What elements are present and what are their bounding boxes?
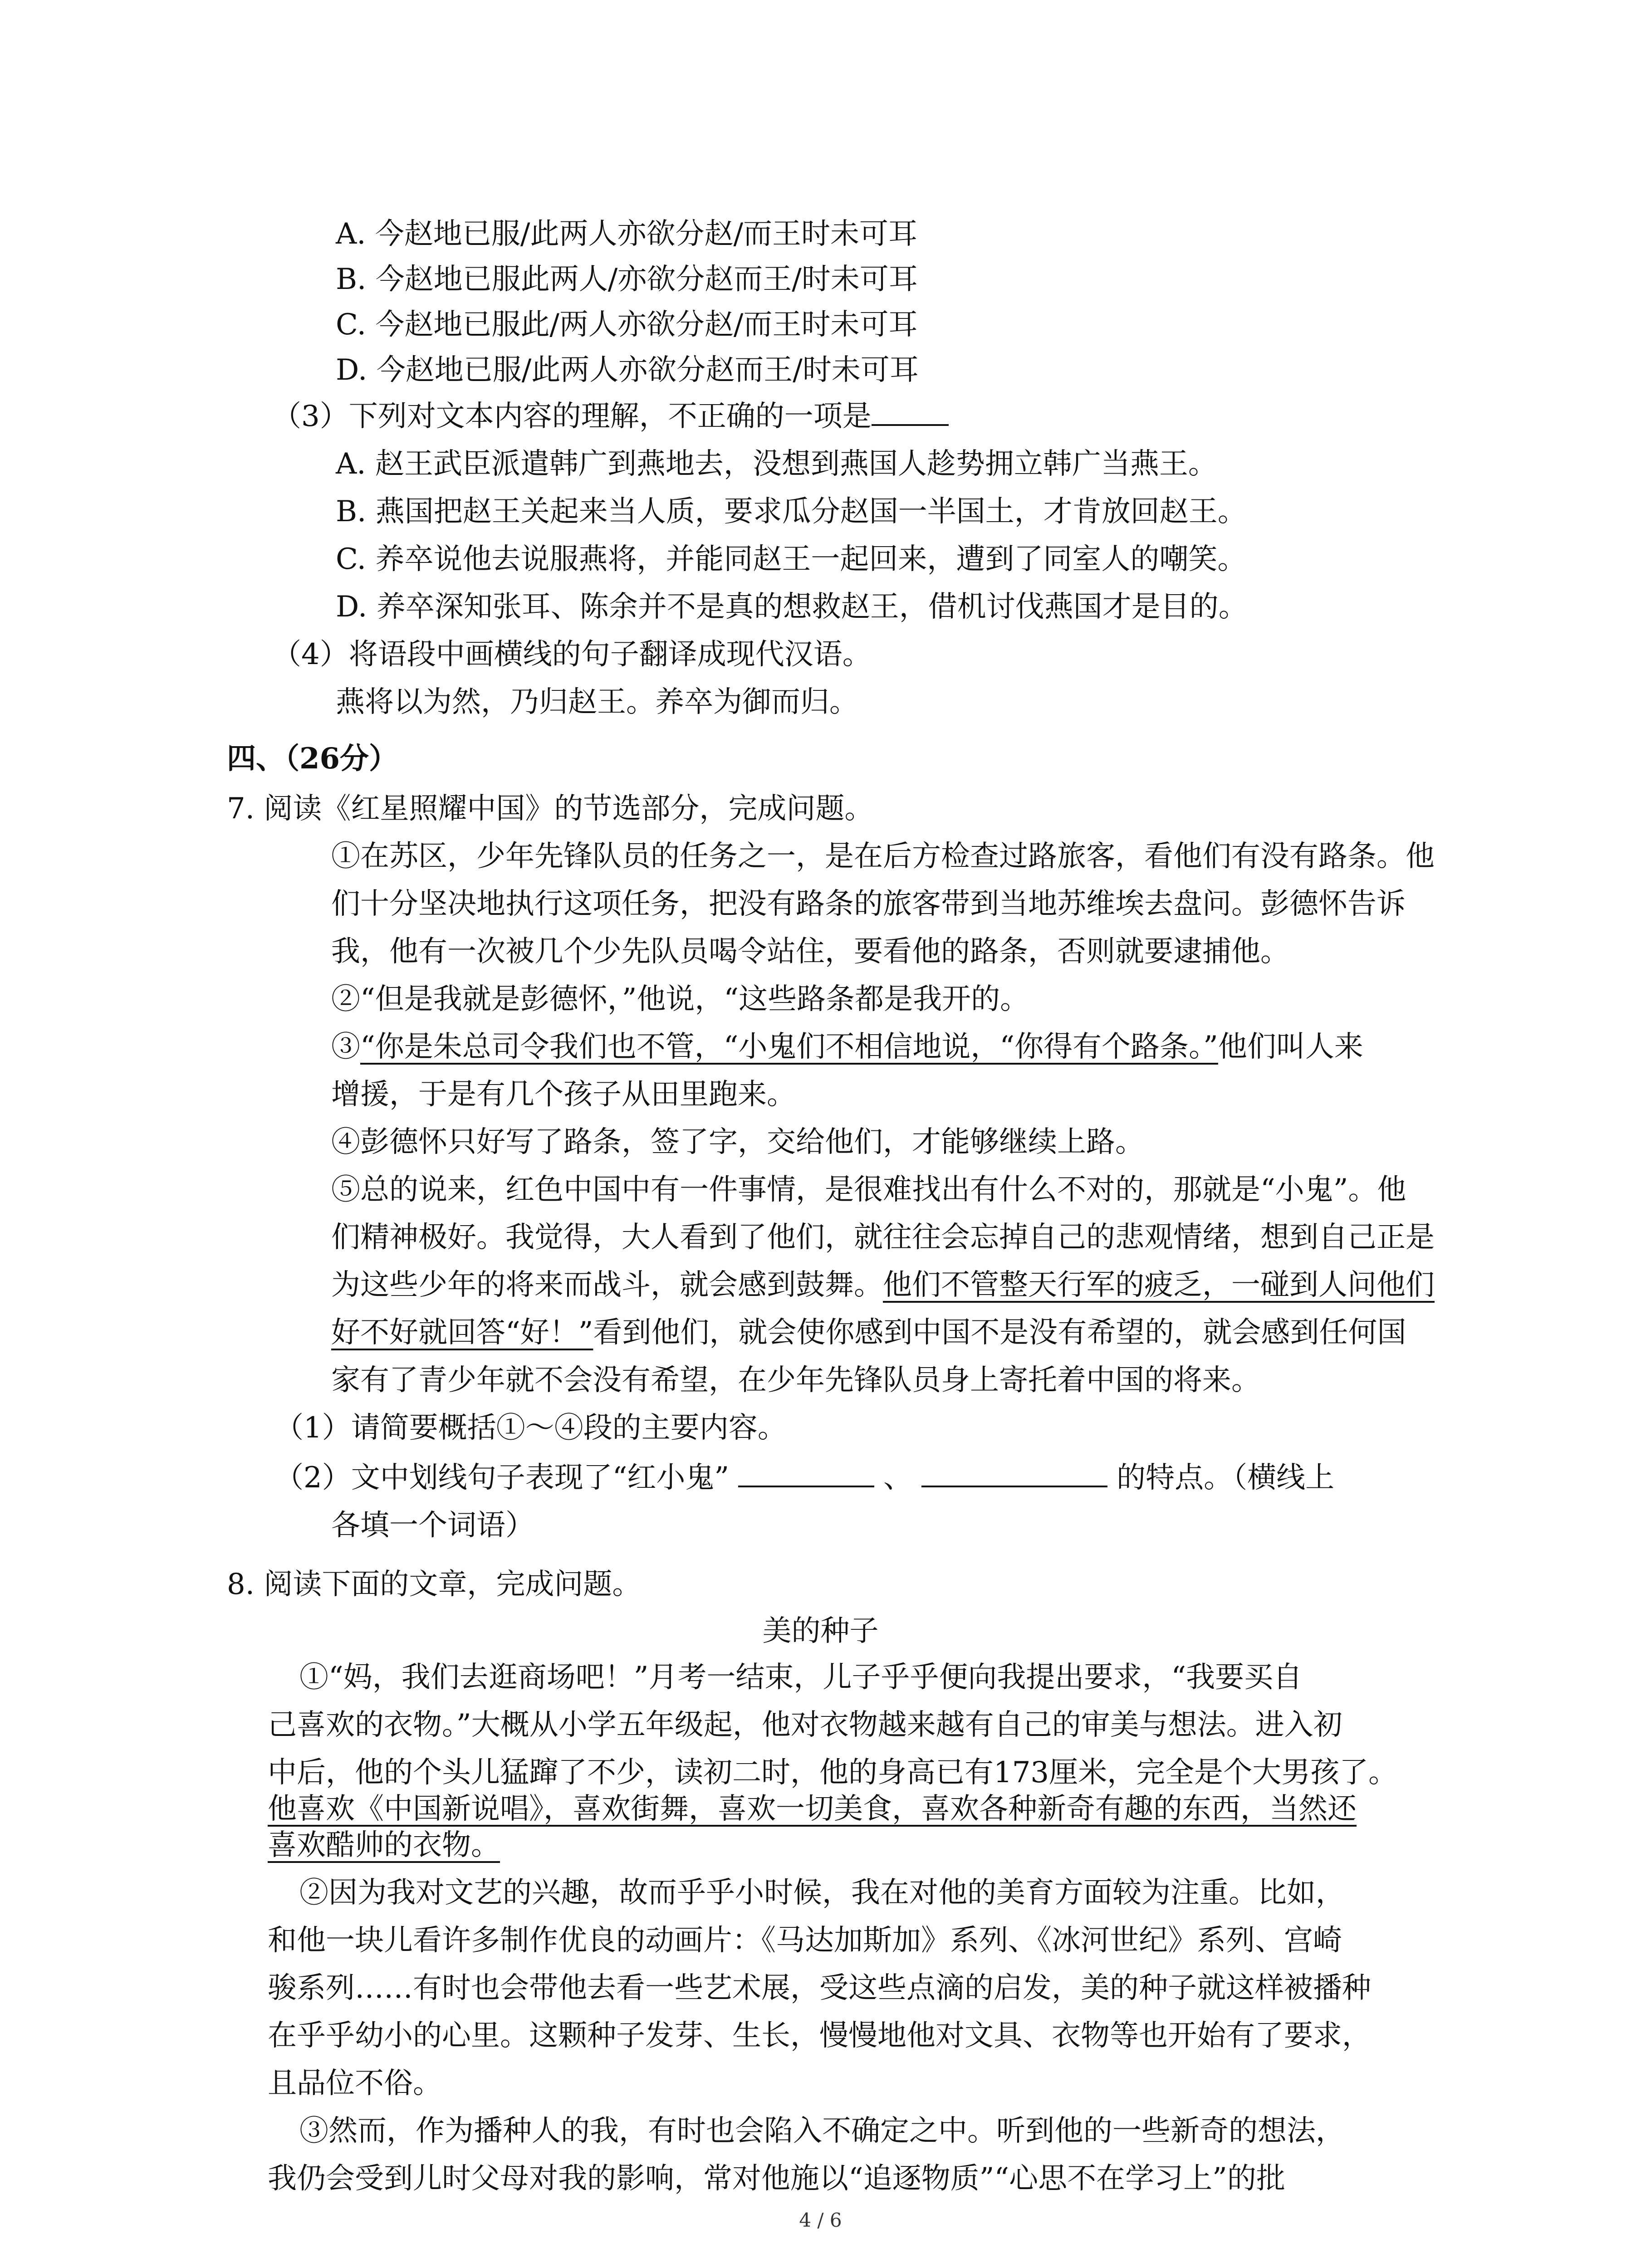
- underlined-sentence: 他们不管整天行军的疲乏，一碰到人问他们: [883, 1268, 1435, 1302]
- q6-option-c: C. 今赵地已服此/两人亦欲分赵/而王时未可耳: [336, 308, 918, 342]
- section-heading: 四、（26分）: [227, 742, 398, 776]
- q8-para1-line3: 中后，他的个头儿猛蹿了不少，读初二时，他的身高已有173厘米，完全是个大男孩了。: [268, 1756, 1398, 1789]
- underlined-sentence: 他喜欢《中国新说唱》，喜欢街舞，喜欢一切美食，喜欢各种新奇有趣的东西，当然还: [268, 1792, 1357, 1826]
- q8-para1-line2: 己喜欢的衣物。”大概从小学五年级起，他对衣物越来越有自己的审美与想法。进入初: [268, 1708, 1342, 1742]
- q7-sub2-line1: [274, 1456, 1334, 1500]
- sub2-text-a: （2）文中划线句子表现了“红小鬼”: [274, 1461, 730, 1495]
- answer-blank: [872, 397, 949, 426]
- underlined-sentence: 喜欢酷帅的衣物。: [268, 1828, 500, 1862]
- q6-option-b: B. 今赵地已服此两人/亦欲分赵而王/时未可耳: [336, 263, 918, 296]
- q6-3-option-c: C. 养卒说他去说服燕将，并能同赵王一起回来，遭到了同室人的嘲笑。: [336, 543, 1247, 576]
- q8-para2-line2: 和他一块儿看许多制作优良的动画片：《马达加斯加》系列、《冰河世纪》系列、宫崎: [268, 1924, 1342, 1957]
- para-marker: ③: [331, 1030, 360, 1064]
- page-number: 4 / 6: [799, 2209, 842, 2231]
- q7-para5-line1: ⑤总的说来，红色中国中有一件事情，是很难找出有什么不对的，那就是“小鬼”。他: [331, 1173, 1406, 1207]
- para5-line4-b: 看到他们，就会使你感到中国不是没有希望的，就会感到任何国: [593, 1316, 1406, 1349]
- article-title: 美的种子: [762, 1614, 879, 1648]
- q7-para2: ②“但是我就是彭德怀，”他说，“这些路条都是我开的。: [331, 982, 1029, 1016]
- q6-4-sentence: 燕将以为然，乃归赵王。养卒为御而归。: [336, 685, 858, 719]
- q6-3-option-a: A. 赵王武臣派遣韩广到燕地去，没想到燕国人趁势拥立韩广当燕王。: [336, 447, 1217, 481]
- q8-para1-line5: [268, 1823, 500, 1867]
- underlined-sentence: 好不好就回答“好！”: [331, 1316, 593, 1349]
- sub2-sep: 、: [883, 1461, 913, 1495]
- answer-blank: [738, 1458, 874, 1487]
- q6-option-a: A. 今赵地已服/此两人亦欲分赵/而王时未可耳: [336, 217, 918, 251]
- q7-sub2-line2: 各填一个词语）: [331, 1509, 534, 1542]
- para3-rest: 他们叫人来: [1218, 1030, 1363, 1064]
- underlined-sentence: “你是朱总司令我们也不管，“小鬼们不相信地说，“你得有个路条。”: [360, 1030, 1218, 1064]
- q7-para1-line1: ①在苏区，少年先锋队员的任务之一，是在后方检查过路旅客，看他们有没有路条。他: [331, 840, 1435, 873]
- q7-para5-line2: 们精神极好。我觉得，大人看到了他们，就往往会忘掉自己的悲观情绪，想到自己正是: [331, 1221, 1435, 1254]
- q7-para5-line5: 家有了青少年就不会没有希望，在少年先锋队员身上寄托着中国的将来。: [331, 1364, 1260, 1397]
- q6-4-stem: （4）将语段中画横线的句子翻译成现代汉语。: [272, 638, 872, 671]
- q7-stem: 7. 阅读《红星照耀中国》的节选部分，完成问题。: [227, 792, 874, 826]
- q8-para3-line2: 我仍会受到儿时父母对我的影响，常对他施以“追逐物质”“心思不在学习上”的批: [268, 2162, 1285, 2195]
- q7-para4: ④彭德怀只好写了路条，签了字，交给他们，才能够继续上路。: [331, 1125, 1144, 1159]
- q7-para5-line4: [331, 1311, 1406, 1354]
- q8-para2-line3: 骏系列……有时也会带他去看一些艺术展，受这些点滴的启发，美的种子就这样被播种: [268, 1971, 1371, 2005]
- q8-para1-line1: ①“妈，我们去逛商场吧！”月考一结束，儿子乎乎便向我提出要求，“我要买自: [299, 1661, 1303, 1694]
- q6-3-option-d: D. 养卒深知张耳、陈余并不是真的想救赵王，借机讨伐燕国才是目的。: [336, 590, 1248, 624]
- q8-para2-line5: 且品位不俗。: [268, 2067, 442, 2100]
- answer-blank: [921, 1458, 1107, 1487]
- q8-para2-line4: 在乎乎幼小的心里。这颗种子发芽、生长，慢慢地他对文具、衣物等也开始有了要求，: [268, 2019, 1371, 2053]
- q8-stem: 8. 阅读下面的文章，完成问题。: [227, 1568, 642, 1601]
- q7-para1-line3: 我，他有一次被几个少先队员喝令站住，要看他的路条，否则就要逮捕他。: [331, 935, 1289, 968]
- q7-para5-line3: [331, 1263, 1435, 1307]
- q6-3-option-b: B. 燕国把赵王关起来当人质，要求瓜分赵国一半国土，才肯放回赵王。: [336, 495, 1247, 528]
- q8-para2-line1: ②因为我对文艺的兴趣，故而乎乎小时候，我在对他的美育方面较为注重。比如，: [299, 1876, 1345, 1910]
- sub2-text-b: 的特点。（横线上: [1117, 1461, 1335, 1495]
- q7-sub1: （1）请简要概括①～④段的主要内容。: [274, 1411, 787, 1445]
- q6-option-d: D. 今赵地已服/此两人亦欲分赵而王/时未可耳: [336, 353, 919, 387]
- para5-line3-a: 为这些少年的将来而战斗，就会感到鼓舞。: [331, 1268, 883, 1302]
- q8-para3-line1: ③然而，作为播种人的我，有时也会陷入不确定之中。听到他的一些新奇的想法，: [299, 2114, 1345, 2148]
- q7-para3-line2: 增援，于是有几个孩子从田里跑来。: [331, 1078, 796, 1111]
- q7-para1-line2: 们十分坚决地执行这项任务，把没有路条的旅客带到当地苏维埃去盘问。彭德怀告诉: [331, 887, 1406, 921]
- q6-3-stem: [272, 395, 949, 438]
- q7-para3-line1: [331, 1025, 1363, 1069]
- q6-3-stem-text: （3）下列对文本内容的理解，不正确的一项是: [272, 400, 872, 433]
